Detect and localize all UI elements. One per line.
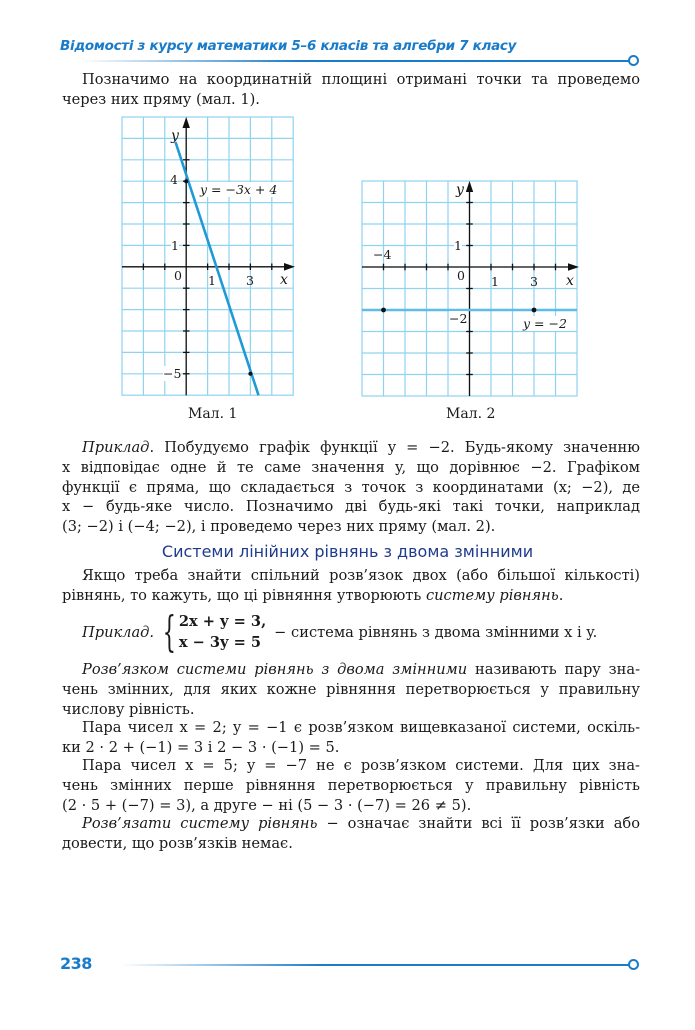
fig2-tick-x1: 1 — [491, 274, 499, 289]
non-solution-line-1: Пара чисел x = 5; y = −7 не є розв’язком системи. Для цих зна- — [82, 757, 640, 774]
system-equations — [179, 611, 266, 653]
non-solution-line-2: чень змінних перше рівняння перетворюється у правильну рівність — [62, 776, 640, 794]
point-minus4-minus2 — [381, 308, 386, 313]
solution-line-1: Пара чисел x = 2; y = −1 є розв’язком вищевказаної системи, оскіль- — [82, 719, 640, 736]
fig1-tick-x1: 1 — [208, 273, 216, 288]
non-solution-line-3: (2 · 5 + (−7) = 3), а друге − ні (5 − 3 · (−7) = 26 ≠ 5). — [62, 796, 472, 814]
fig1-y-label: y — [171, 128, 179, 144]
systems-intro-line-1: Якщо треба знайти спільний розв’язок двох (або більшої кількості) — [82, 567, 640, 584]
figure-2-graph — [0, 0, 695, 430]
definition-term: Розв’язком системи рівнянь з двома змінними — [82, 661, 468, 678]
systems-intro-suffix: . — [558, 586, 564, 604]
example-2-description: − система рівнянь з двома змінними x і y. — [274, 623, 598, 641]
solve-term: Розв’язати систему рівнянь — [82, 815, 318, 832]
example-1-paragraph — [62, 438, 640, 537]
solve-line-1 — [62, 814, 640, 834]
non-solution-paragraph — [62, 756, 640, 815]
solve-definition-paragraph — [62, 814, 640, 854]
example-1-text-1: . Побудуємо графік функції y = −2. Будь-якому значенню — [149, 439, 640, 456]
section-title: Системи лінійних рівнянь з двома змінними — [161, 542, 534, 561]
solve-rest: − означає знайти всі її розв’язки або — [317, 815, 640, 832]
systems-intro-paragraph — [62, 566, 640, 606]
equation-1: 2x + y = 3, — [178, 613, 267, 630]
definition-rest: називають пару зна- — [467, 661, 641, 678]
systems-intro-prefix: рівнянь, то кажуть, що ці рівняння утворюють — [62, 586, 426, 604]
fig2-tick-x-4: −4 — [373, 247, 392, 262]
definition-line-2: чень змінних, для яких кожне рівняння перетворюється у правильну — [62, 680, 640, 698]
fig1-tick-y1: 1 — [171, 238, 179, 253]
definition-line-3: числову рівність. — [62, 700, 195, 718]
fig2-y-label: y — [456, 182, 464, 198]
fig2-tick-y-2: −2 — [449, 311, 468, 326]
example-1-line-3: функції є пряма, що складається з точок з координатами (x; −2), де — [62, 478, 640, 496]
fig2-tick-x3: 3 — [530, 274, 538, 289]
fig1-line-label: y = −3x + 4 — [200, 182, 278, 197]
brace-icon: { — [162, 607, 177, 656]
solve-line-2: довести, що розв’язків немає. — [62, 834, 293, 852]
fig1-tick-y4: 4 — [170, 172, 178, 187]
example-2-label: Приклад. — [82, 623, 155, 641]
example-1-line-2: x відповідає одне й те саме значення y, що дорівнює −2. Графіком — [62, 458, 640, 476]
running-header: Відомості з курсу математики 5–6 класів та алгебри 7 класу — [60, 38, 517, 54]
fig1-tick-x3: 3 — [246, 273, 254, 288]
definition-line-1 — [62, 660, 640, 680]
fig2-tick-y1: 1 — [454, 238, 462, 253]
solution-example-paragraph — [62, 718, 640, 758]
example-1-line-1 — [62, 438, 640, 458]
fig1-x-label: x — [280, 272, 288, 288]
fig1-origin: 0 — [174, 268, 182, 283]
footer-rule — [120, 964, 630, 966]
figure-2-axes — [362, 186, 574, 396]
example-1-line-5: (3; −2) і (−4; −2), і проведемо через них пряму (мал. 2). — [62, 518, 496, 536]
figure-2-caption: Мал. 2 — [446, 406, 496, 422]
fig1-tick-y-5: −5 — [163, 366, 182, 381]
example-2-system — [82, 607, 598, 656]
solution-line-2: ки 2 · 2 + (−1) = 3 і 2 − 3 · (−1) = 5. — [62, 738, 340, 756]
figure-1-caption: Мал. 1 — [188, 406, 238, 422]
example-1-line-4: x − будь-яке число. Позначимо дві будь-які такі точки, наприклад — [62, 498, 640, 516]
definition-paragraph — [62, 660, 640, 719]
example-label: Приклад — [82, 439, 150, 456]
systems-term: систему рівнянь — [425, 586, 559, 604]
fig2-x-label: x — [566, 273, 574, 289]
y-arrow-icon-2 — [466, 181, 473, 192]
intro-line-1: Позначимо на координатній площині отримані точки та проведемо — [82, 71, 640, 88]
page-number: 238 — [60, 954, 92, 973]
intro-line-2: через них пряму (мал. 1). — [62, 90, 260, 108]
fig2-origin: 0 — [457, 268, 465, 283]
equation-2: x − 3y = 5 — [178, 634, 262, 651]
systems-intro-line-2 — [62, 586, 640, 606]
footer-ring-icon — [628, 959, 639, 970]
point-3-minus2 — [532, 308, 537, 313]
fig2-line-label: y = −2 — [523, 316, 567, 331]
